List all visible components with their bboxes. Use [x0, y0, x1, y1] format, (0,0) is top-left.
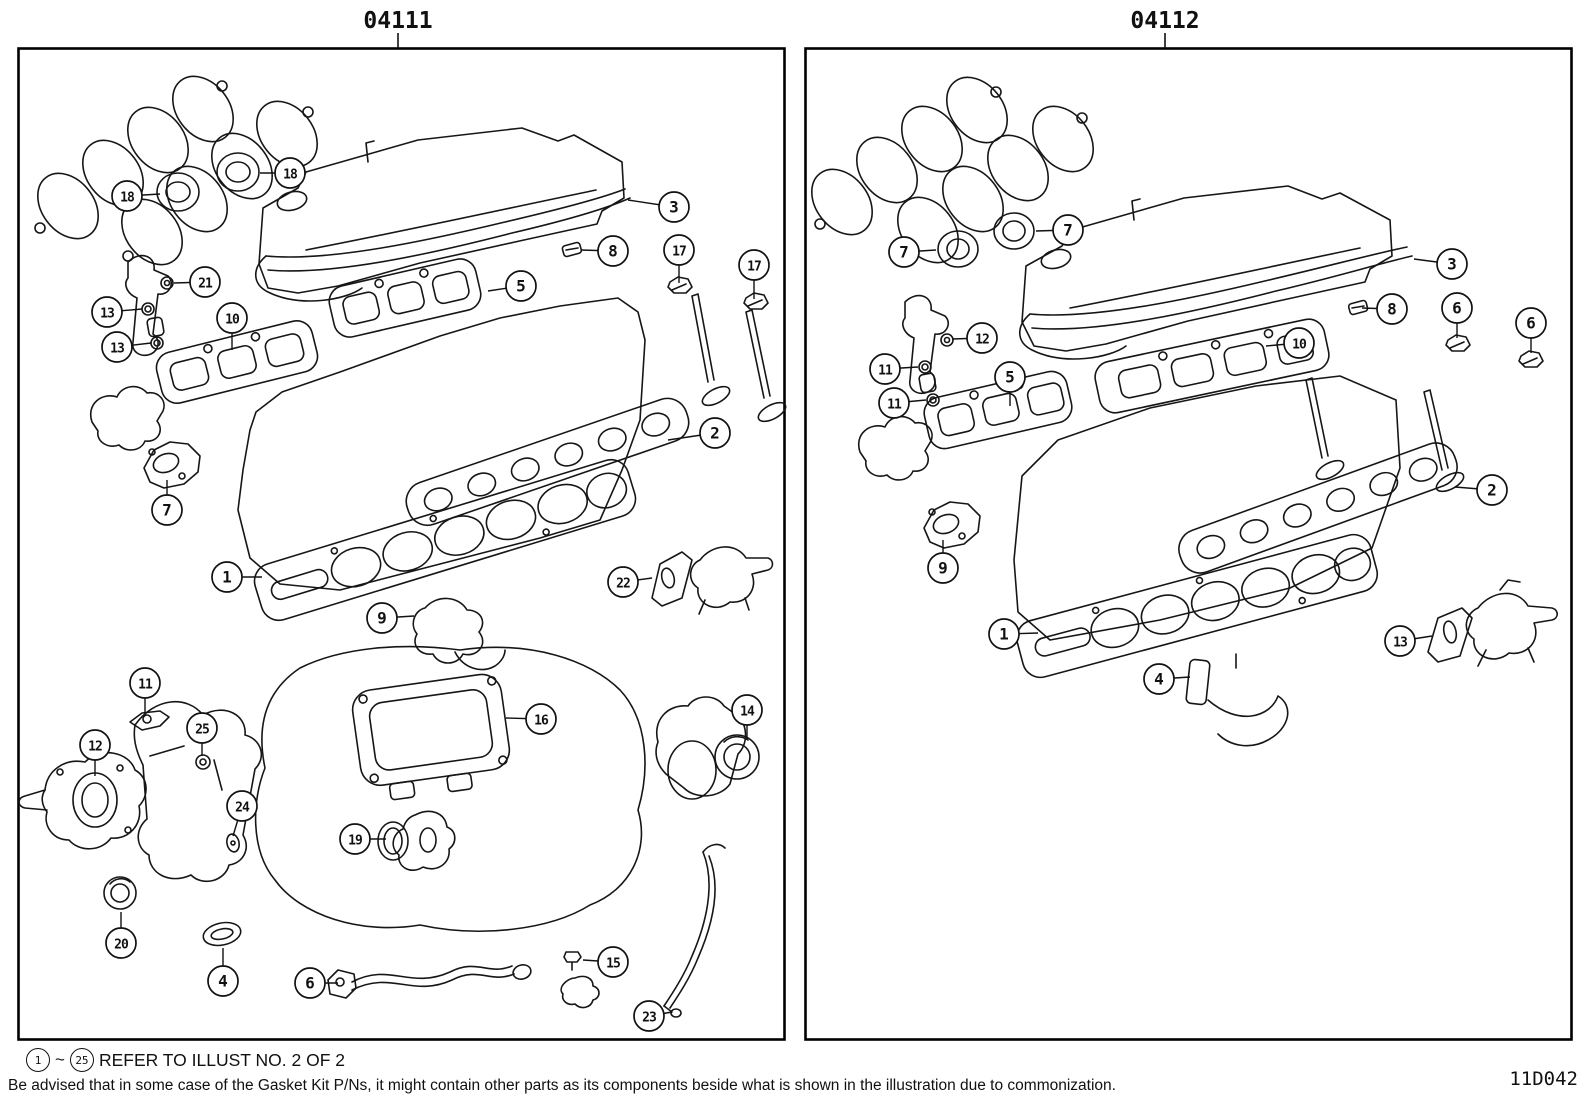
- callout-number-10: 10: [225, 312, 239, 328]
- panel-04111-callouts: [80, 158, 769, 1031]
- intake-gasket-2: [1173, 437, 1462, 578]
- callout-number-1: 1: [222, 567, 232, 587]
- callout-number-18: 18: [120, 190, 134, 206]
- callout-number-5: 5: [516, 276, 526, 296]
- thermostat-housing: [691, 547, 773, 614]
- engine-front-case: [256, 647, 645, 932]
- panel-label-04112: 04112: [1130, 8, 1200, 34]
- gasket-4: [201, 919, 243, 948]
- bracket-gasket-4: [1186, 654, 1288, 746]
- callout-number-9: 9: [938, 558, 948, 578]
- callout-number-17: 17: [672, 244, 686, 260]
- callout-number-11: 11: [138, 677, 152, 693]
- exhaust-flange-9: [859, 417, 980, 548]
- callout-number-3: 3: [1447, 254, 1457, 274]
- callout-number-16: 16: [534, 713, 548, 729]
- callout-number-3: 3: [669, 197, 679, 217]
- callout-number-8: 8: [1387, 299, 1397, 319]
- callout-number-6: 6: [1526, 313, 1536, 333]
- callout-number-1: 1: [999, 624, 1009, 644]
- gasket-plate-11: [130, 711, 169, 730]
- triangle-gasket-22: [652, 552, 692, 606]
- dipstick-tube-23: [664, 845, 725, 1017]
- callout-number-2: 2: [710, 423, 720, 443]
- valve-retainers-17: [668, 277, 768, 309]
- timing-cover-gasket-16: [350, 672, 514, 804]
- callout-number-2: 2: [1487, 480, 1497, 500]
- head-gasket-1: [1013, 531, 1382, 682]
- callout-number-11: 11: [878, 363, 892, 379]
- water-pump-12: [19, 753, 146, 849]
- panel-label-04111: 04111: [363, 8, 433, 34]
- oil-filler-tube: [903, 296, 953, 406]
- callout-number-21: 21: [198, 276, 212, 292]
- callout-range-start: 1: [26, 1048, 50, 1072]
- callout-number-11: 11: [887, 397, 901, 413]
- callout-number-13: 13: [100, 306, 114, 322]
- callout-number-12: 12: [975, 332, 989, 348]
- callout-number-7: 7: [1063, 220, 1073, 240]
- callout-number-4: 4: [218, 971, 228, 991]
- water-bypass-9: [413, 598, 505, 669]
- oil-seal-19: [378, 811, 455, 870]
- callout-number-24: 24: [235, 800, 249, 816]
- footer-advisory-text: Be advised that in some case of the Gasket Kit P/Ns, it might contain other parts as its components beside what is shown in the illustration due to commonization.: [8, 1077, 1116, 1094]
- nut-8: [562, 242, 582, 257]
- callout-number-18: 18: [283, 167, 297, 183]
- callout-number-22: 22: [616, 576, 630, 592]
- oil-filler-tube: [126, 256, 173, 356]
- oil-pipe-6: [328, 963, 533, 998]
- callout-number-15: 15: [606, 956, 620, 972]
- callout-number-25: 25: [195, 722, 209, 738]
- callout-number-7: 7: [899, 242, 909, 262]
- callout-number-8: 8: [608, 241, 618, 261]
- callout-number-7: 7: [162, 500, 172, 520]
- range-tilde: ~: [55, 1050, 65, 1069]
- callout-number-5: 5: [1005, 367, 1015, 387]
- footer-reference-text: REFER TO ILLUST NO. 2 OF 2: [98, 1049, 345, 1070]
- panel-04112-art: [799, 66, 1557, 746]
- callout-number-13: 13: [110, 341, 124, 357]
- callout-number-4: 4: [1154, 669, 1164, 689]
- head-gasket-1: [250, 455, 640, 624]
- exhaust-gasket-5: [326, 256, 484, 340]
- callout-number-14: 14: [740, 704, 754, 720]
- callout-number-23: 23: [642, 1010, 656, 1026]
- callout-number-17: 17: [747, 259, 761, 275]
- callout-number-19: 19: [348, 833, 362, 849]
- thermostat-housing: [1466, 580, 1557, 666]
- valve-retainers-6: [1446, 335, 1543, 367]
- callout-number-9: 9: [377, 608, 387, 628]
- seal-rings-18: [157, 153, 259, 211]
- callout-number-6: 6: [305, 973, 315, 993]
- callout-number-12: 12: [88, 739, 102, 755]
- callout-number-10: 10: [1292, 337, 1306, 353]
- callout-number-13: 13: [1393, 635, 1407, 651]
- callout-number-20: 20: [114, 937, 128, 953]
- triangle-gasket-13: [1428, 608, 1472, 662]
- cylinder-head: [238, 298, 645, 590]
- engine-valves: [692, 294, 789, 425]
- valve-cover: [1022, 186, 1392, 351]
- valve-cover-gasket: [256, 189, 630, 301]
- callout-number-6: 6: [1452, 298, 1462, 318]
- cylinder-head: [1014, 376, 1400, 640]
- oil-seal-20: [104, 877, 136, 909]
- valve-cover: [259, 128, 624, 293]
- drawing-code: 11D042: [1509, 1068, 1578, 1090]
- footer-reference-note: [26, 1048, 345, 1072]
- callout-range-end: 25: [70, 1048, 94, 1072]
